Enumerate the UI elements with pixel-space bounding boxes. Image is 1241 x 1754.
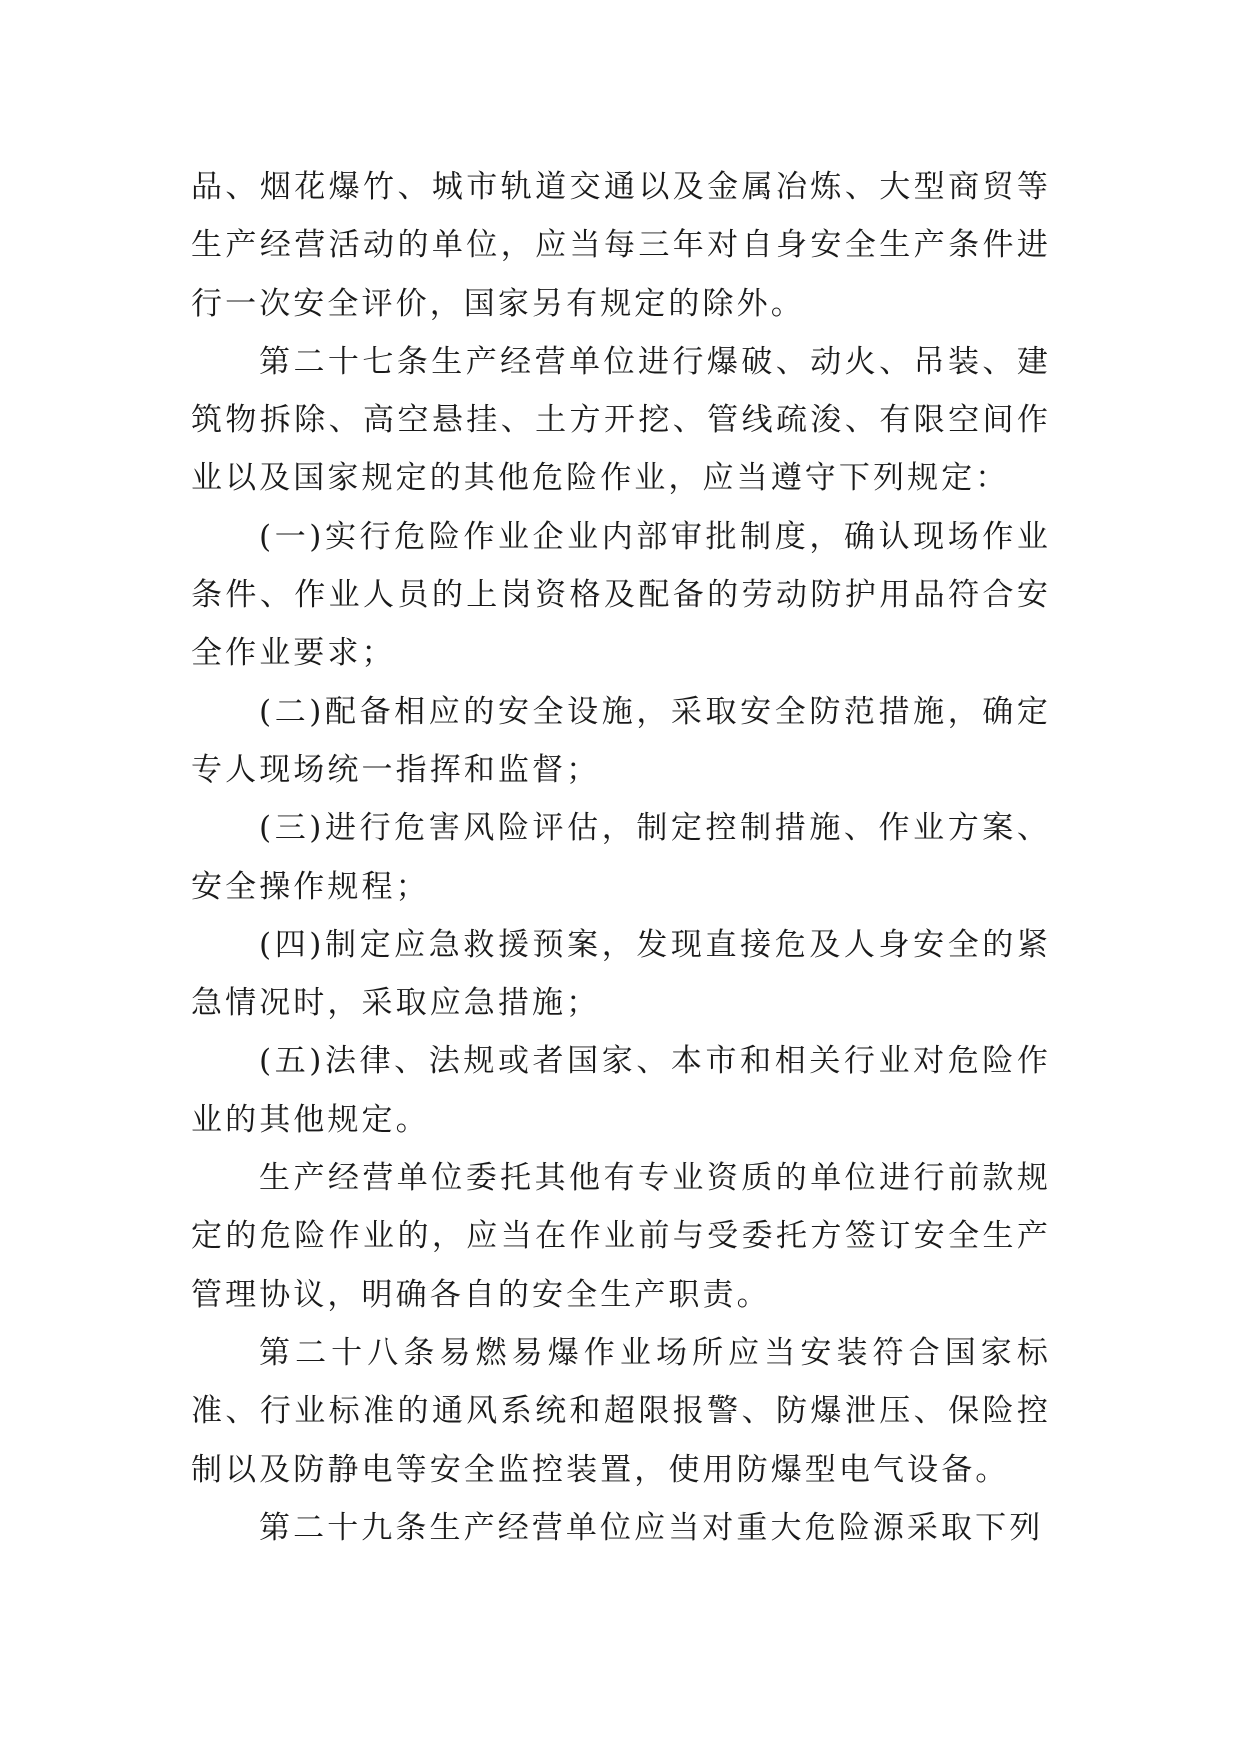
paragraph-item-4: (四)制定应急救援预案，发现直接危及人身安全的紧急情况时，采取应急措施； bbox=[191, 926, 1051, 1022]
paragraph: 品、烟花爆竹、城市轨道交通以及金属冶炼、大型商贸等生产经营活动的单位，应当每三年对自身安全生产条件进行一次安全评价，国家另有规定的除外。 bbox=[191, 169, 1051, 322]
paragraph-article-28: 第二十八条易燃易爆作业场所应当安装符合国家标准、行业标准的通风系统和超限报警、防爆泄压、保险控制以及防静电等安全监控装置，使用防爆型电气设备。 bbox=[191, 1334, 1051, 1488]
paragraph-delegation: 生产经营单位委托其他有专业资质的单位进行前款规定的危险作业的，应当在作业前与受委托方签订安全生产管理协议，明确各自的安全生产职责。 bbox=[191, 1160, 1051, 1313]
paragraph-article-27: 第二十七条生产经营单位进行爆破、动火、吊装、建筑物拆除、高空悬挂、土方开挖、管线疏浚、有限空间作业以及国家规定的其他危险作业，应当遵守下列规定： bbox=[191, 343, 1051, 497]
paragraph-item-3: (三)进行危害风险评估，制定控制措施、作业方案、安全操作规程； bbox=[191, 810, 1051, 905]
paragraph-item-5: (五)法律、法规或者国家、本市和相关行业对危险作业的其他规定。 bbox=[191, 1043, 1051, 1138]
document-body bbox=[191, 158, 1051, 1557]
paragraph-item-2: (二)配备相应的安全设施，采取安全防范措施，确定专人现场统一指挥和监督； bbox=[191, 693, 1051, 788]
paragraph-item-1: (一)实行危险作业企业内部审批制度，确认现场作业条件、作业人员的上岗资格及配备的劳动防护用品符合安全作业要求； bbox=[191, 518, 1051, 672]
paragraph-article-29: 第二十九条生产经营单位应当对重大危险源采取下列 bbox=[259, 1509, 1044, 1546]
